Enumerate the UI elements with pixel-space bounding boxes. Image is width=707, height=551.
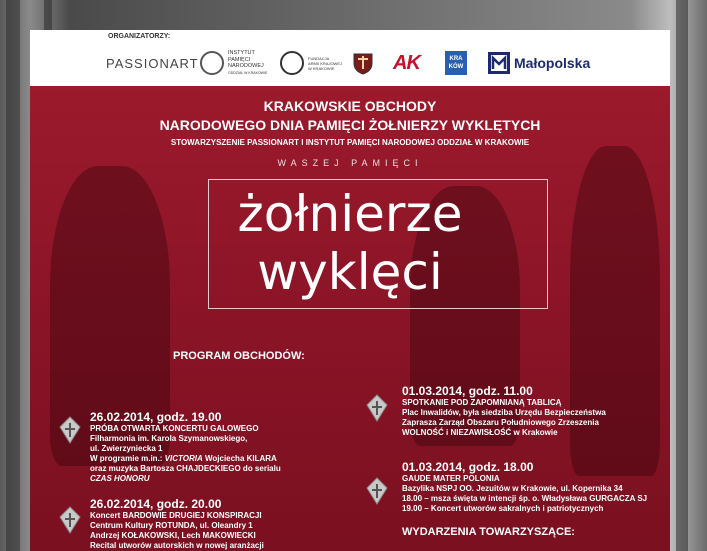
shield-logo — [352, 50, 374, 76]
fundacja-ak-logo: FUNDACJA ARMII KRAJOWEJ W KRAKOWIE — [280, 50, 342, 76]
ak-logo: AK — [393, 51, 420, 74]
event-4: 01.03.2014, godz. 18.00 GAUDE MATER POLONIA Bazylika NSPJ OO. Jezuitów w Krakowie, ul. Kopernika 34 18.00 – msza święta w intencji śp. o. Władysława GURGACZA SJ 19.00 – Koncert utworów sakralnych i patriotycznych — [402, 460, 648, 513]
tree-trunk — [676, 0, 688, 551]
malopolska-logo: Małopolska — [488, 50, 590, 76]
eagle-seal-icon — [200, 51, 224, 75]
title-line2: wyklęci — [257, 243, 443, 301]
title-line1: żołnierze — [237, 185, 463, 243]
tagline: WASZEJ PAMIĘCI — [277, 158, 423, 168]
crest-icon — [352, 51, 374, 75]
tree-trunk — [6, 0, 20, 551]
header-line2: NARODOWEGO DNIA PAMIĘCI ŻOŁNIERZY WYKLĘTYCH — [159, 117, 541, 133]
cross-medal-icon — [58, 505, 82, 535]
header-line3: STOWARZYSZENIE PASSIONART I INSTYTUT PAMIĘCI NARODOWEJ ODDZIAŁ W KRAKOWIE — [170, 138, 530, 147]
ipn-logo: INSTYTUT PAMIĘCI NARODOWEJ ODDZIAŁ W KRAKOWIE — [200, 50, 267, 76]
event-3: 01.03.2014, godz. 11.00 SPOTKANIE POD ZAPOMNIANĄ TABLICĄ Plac Inwalidów, była siedziba Urzędu Bezpieczeństwa Zaprasza Zarząd Obszaru Południowego Zrzeszenia WOLNOŚĆ i NIEZAWISŁOŚĆ w Krakowie — [402, 384, 606, 437]
sponsor-bar — [30, 30, 670, 86]
cross-medal-icon — [365, 393, 389, 423]
header-line1: KRAKOWSKIE OBCHODY — [263, 98, 437, 114]
anchor-seal-icon — [280, 51, 304, 75]
program-heading: PROGRAM OBCHODÓW: — [173, 350, 305, 362]
cross-medal-icon — [365, 476, 389, 506]
cross-medal-icon — [58, 415, 82, 445]
passionart-logo: PASSIONART — [106, 55, 199, 71]
event-1: 26.02.2014, godz. 19.00 PRÓBA OTWARTA KONCERTU GALOWEGO Filharmonia im. Karola Szymanowskiego, ul. Zwierzyniecka 1 W programie m.in.: VICTORIA Wojciecha KILARA oraz muzyka Bartosza CHAJDECKIEGO do serialu CZAS HONORU — [90, 410, 281, 483]
krakow-logo: KRA KÓW — [445, 50, 467, 76]
organizers-label: ORGANIZATORZY: — [108, 33, 171, 40]
accompanying-heading: WYDARZENIA TOWARZYSZĄCE: — [402, 526, 575, 538]
poster — [30, 0, 670, 551]
malopolska-icon — [488, 52, 510, 74]
event-2: 26.02.2014, godz. 20.00 Koncert BARDOWIE DRUGIEJ KONSPIRACJI Centrum Kultury ROTUNDA, ul. Oleandry 1 Andrzej KOŁAKOWSKI, Lech MAKOWIECKI Recital utworów autorskich w nowej aranżacji — [90, 497, 264, 550]
